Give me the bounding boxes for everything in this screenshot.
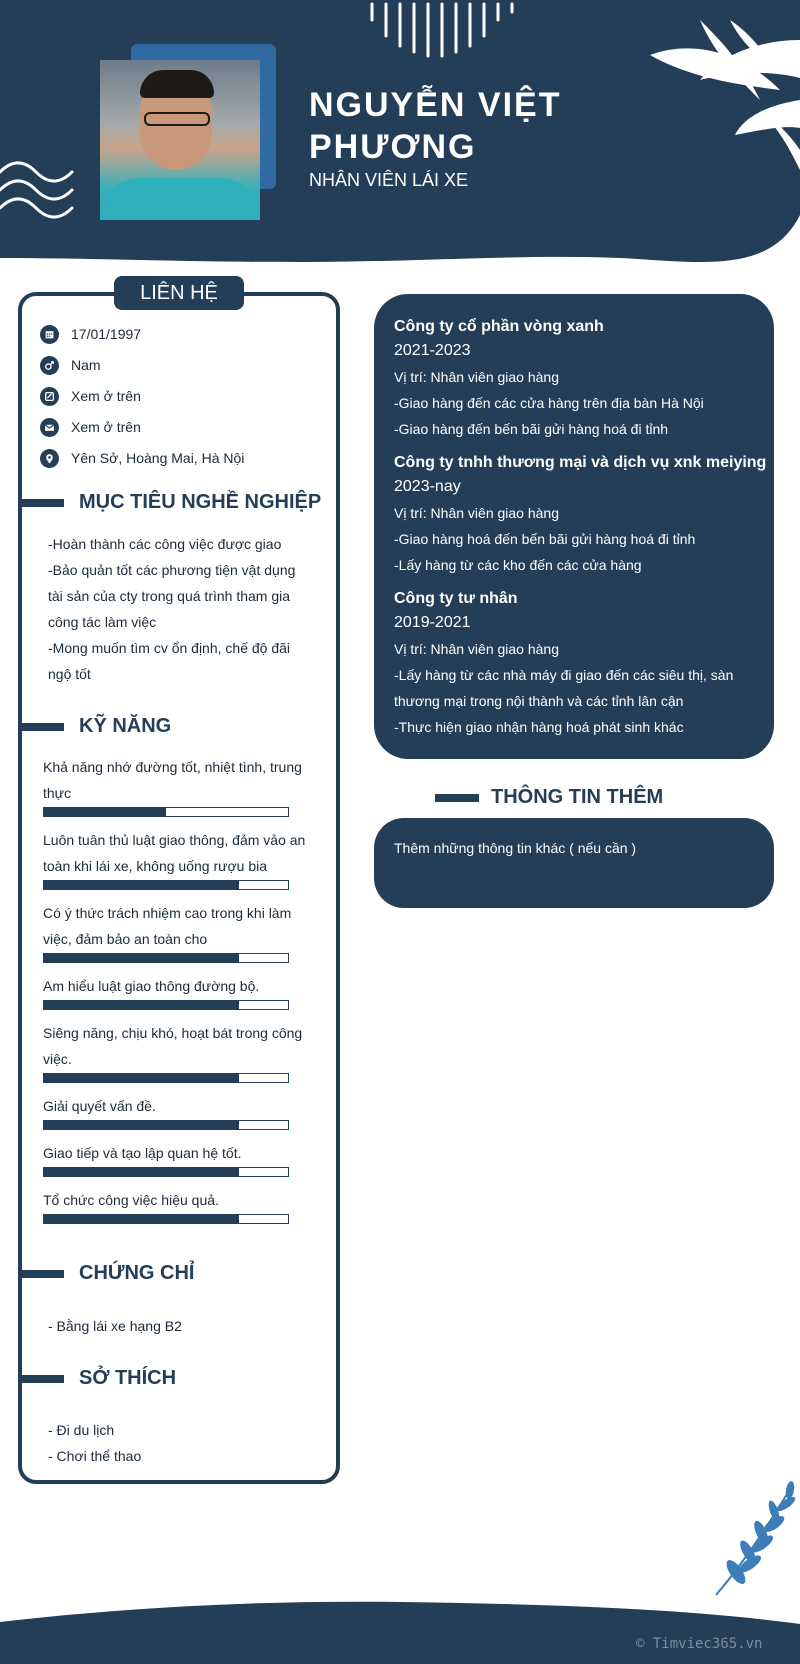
certificates-list	[48, 1313, 182, 1339]
skill-level-bar	[43, 1073, 289, 1083]
objective-line: -Hoàn thành các công việc được giao	[48, 536, 282, 552]
gender-icon	[40, 356, 59, 375]
contact-email-value: Xem ở trên	[71, 419, 141, 435]
watermark: © Timviec365.vn	[636, 1636, 763, 1652]
hobbies-title: SỞ THÍCH	[79, 1367, 177, 1389]
email-icon	[40, 418, 59, 437]
skill-line: Giao tiếp và tạo lập quan hệ tốt.	[43, 1145, 242, 1161]
certificates-title: CHỨNG CHỈ	[79, 1262, 195, 1284]
experience-line: -Lấy hàng từ các nhà máy đi giao đến các siêu thị, sàn	[394, 667, 734, 683]
skill-level-fill	[44, 954, 239, 962]
skill-line: Có ý thức trách nhiệm cao trong khi làm	[43, 905, 292, 921]
experience-company: Công ty tư nhân	[394, 590, 518, 607]
more-info-heading	[435, 786, 663, 809]
objective-line: -Mong muốn tìm cv ổn định, chế độ đãi	[48, 640, 291, 656]
calendar-icon	[40, 325, 59, 344]
location-pin-icon	[40, 449, 59, 468]
more-info-panel	[374, 818, 774, 908]
skill-item	[43, 1140, 317, 1177]
candidate-name	[309, 84, 669, 168]
skill-level-bar	[43, 1120, 289, 1130]
skill-item	[43, 754, 317, 817]
contact-gender-value: Nam	[71, 357, 101, 373]
leaf-decoration-icon	[706, 1480, 800, 1600]
skill-level-bar	[43, 1214, 289, 1224]
contact-section-title: LIÊN HỆ	[114, 276, 244, 310]
name-line-1: NGUYỄN VIỆT	[309, 86, 562, 124]
experience-line: Vị trí: Nhân viên giao hàng	[394, 641, 559, 657]
experience-period: 2023-nay	[394, 478, 461, 495]
skill-item	[43, 827, 317, 890]
skill-line: thực	[43, 785, 72, 801]
hobby-item: - Chơi thể thao	[48, 1448, 142, 1464]
skill-item	[43, 1020, 317, 1083]
experience-line: -Thực hiện giao nhận hàng hoá phát sinh khác	[394, 719, 684, 735]
contact-email	[40, 416, 141, 438]
skill-line: Giải quyết vấn đề.	[43, 1098, 156, 1114]
skill-line: toàn khi lái xe, không uống rượu bia	[43, 858, 268, 874]
certificates-heading	[20, 1262, 194, 1285]
skill-level-bar	[43, 1000, 289, 1010]
phone-icon	[40, 387, 59, 406]
contact-birthday-value: 17/01/1997	[71, 326, 142, 342]
skill-item	[43, 973, 317, 1010]
objective-line: tài sản của cty trong quá trình tham gia	[48, 588, 291, 604]
skill-line: Tổ chức công việc hiệu quả.	[43, 1192, 219, 1208]
skill-level-bar	[43, 953, 289, 963]
experience-line: -Giao hàng đến bến bãi gửi hàng hoá đi tỉnh	[394, 421, 669, 437]
experience-company: Công ty cổ phần vòng xanh	[394, 318, 604, 335]
footer-background	[0, 1594, 800, 1664]
skill-level-fill	[44, 808, 166, 816]
skill-level-fill	[44, 1215, 239, 1223]
skill-line: Siêng năng, chịu khó, hoạt bát trong công	[43, 1025, 303, 1041]
experience-period: 2021-2023	[394, 342, 471, 359]
contact-birthday	[40, 323, 141, 345]
skill-level-fill	[44, 1168, 239, 1176]
hobbies-list	[48, 1417, 141, 1469]
job-title: NHÂN VIÊN LÁI XE	[309, 170, 469, 190]
skill-line: Luôn tuân thủ luật giao thông, đảm vảo an	[43, 832, 306, 848]
hobby-item: - Đi du lịch	[48, 1422, 115, 1438]
objective-line: công tác làm việc	[48, 614, 157, 630]
experience-line: -Giao hàng hoá đến bến bãi gửi hàng hoá đi tỉnh	[394, 531, 696, 547]
experience-period: 2019-2021	[394, 614, 471, 631]
skill-level-bar	[43, 1167, 289, 1177]
objective-line: -Bảo quản tốt các phương tiện vật dụng	[48, 562, 296, 578]
objective-text	[48, 531, 295, 687]
profile-photo	[100, 60, 260, 220]
more-info-title: THÔNG TIN THÊM	[491, 786, 664, 808]
hobbies-heading	[20, 1367, 176, 1390]
name-line-2: PHƯƠNG	[309, 128, 477, 166]
skill-level-fill	[44, 1121, 239, 1129]
more-info-text: Thêm những thông tin khác ( nếu cần )	[394, 840, 637, 856]
skill-item	[43, 1093, 317, 1130]
experience-line: -Lấy hàng từ các kho đến các cửa hàng	[394, 557, 642, 573]
contact-phone	[40, 385, 141, 407]
objective-line: ngộ tốt	[48, 666, 91, 682]
objective-title: MỤC TIÊU NGHỀ NGHIỆP	[79, 491, 322, 513]
experience-line: Vị trí: Nhân viên giao hàng	[394, 505, 559, 521]
contact-gender	[40, 354, 101, 376]
skills-title: KỸ NĂNG	[79, 715, 172, 737]
skill-line: việc, đảm bảo an toàn cho	[43, 931, 208, 947]
skill-line: Am hiểu luật giao thông đường bộ.	[43, 978, 260, 994]
contact-address-value: Yên Sở, Hoàng Mai, Hà Nội	[71, 450, 245, 466]
skill-line: việc.	[43, 1051, 72, 1067]
objective-heading	[20, 491, 321, 514]
skills-heading	[20, 715, 171, 738]
skill-level-fill	[44, 1001, 239, 1009]
contact-phone-value: Xem ở trên	[71, 388, 141, 404]
skill-item	[43, 900, 317, 963]
experience-item	[394, 452, 766, 578]
skill-level-fill	[44, 1074, 239, 1082]
experience-line: thương mại trong nội thành và các tỉnh lân cận	[394, 693, 684, 709]
skill-level-fill	[44, 881, 239, 889]
skill-level-bar	[43, 880, 289, 890]
skill-line: Khả năng nhớ đường tốt, nhiệt tình, trung	[43, 759, 302, 775]
experience-line: -Giao hàng đến các cửa hàng trên địa bàn Hà Nội	[394, 395, 704, 411]
skill-level-bar	[43, 807, 289, 817]
experience-line: Vị trí: Nhân viên giao hàng	[394, 369, 559, 385]
skill-item	[43, 1187, 317, 1224]
experience-company: Công ty tnhh thương mại và dịch vụ xnk meiying	[394, 454, 767, 471]
experience-item	[394, 316, 704, 442]
certificate-item: - Bằng lái xe hạng B2	[48, 1318, 182, 1334]
experience-item	[394, 588, 754, 740]
contact-address	[40, 447, 244, 469]
